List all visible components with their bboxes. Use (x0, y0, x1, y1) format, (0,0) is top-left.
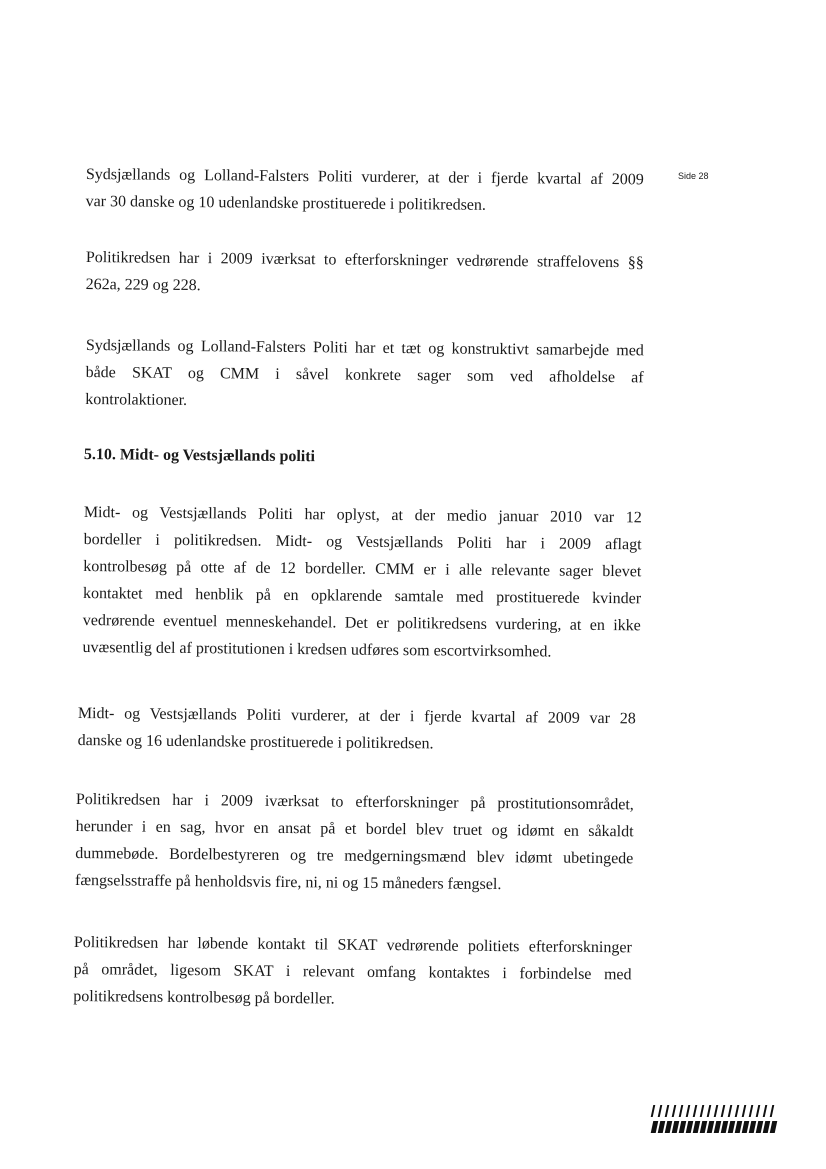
scan-barcode (652, 1105, 790, 1133)
text-line: Sydsjællands og Lolland-Falsters Politi vurderer, at der i fjerde kvartal af 2009 (85, 165, 644, 189)
text-line: både SKAT og CMM i såvel konkrete sager som ved afholdelse af (85, 363, 644, 387)
barcode-row-thin (652, 1105, 790, 1117)
text-line: danske og 16 udenlandske prostituerede i politikredsen. (77, 731, 434, 753)
barcode-row-thick (652, 1121, 790, 1133)
text-line: 262a, 229 og 228. (85, 275, 201, 295)
paragraph (85, 244, 643, 303)
text-line: bordeller i politikredsen. Midt- og Vestsjællands Politi har i 2009 aflagt (83, 530, 642, 554)
text-line: Politikredsen har løbende kontakt til SKAT vedrørende politiets efterforskninger (73, 933, 632, 957)
text-line: Politikredsen har i 2009 iværksat to efterforskninger vedrørende straffelovens §§ (85, 248, 644, 272)
text-line: vedrørende eventuel menneskehandel. Det er politikredsens vurdering, at en ikke (82, 611, 641, 635)
paragraph (82, 499, 642, 666)
page-number: Side 28 (678, 171, 709, 181)
text-line: fængselsstraffe på henholdsvis fire, ni, ni og 15 måneders fængsel. (75, 871, 502, 894)
text-line: politikredsens kontrolbesøg på bordeller. (73, 987, 335, 1008)
paragraph (85, 161, 643, 220)
text-line: kontrolaktioner. (85, 390, 188, 409)
text-line: var 30 danske og 10 udenlandske prostituerede i politikredsen. (85, 192, 487, 214)
text-line: dummebøde. Bordelbestyreren og tre medgerningsmænd blev idømt ubetingede (75, 844, 634, 868)
text-line: uvæsentlig del af prostitutionen i kredsen udføres som escortvirksomhed. (82, 638, 552, 661)
text-line: Midt- og Vestsjællands Politi har oplyst, at der medio januar 2010 var 12 (83, 503, 642, 527)
text-line: kontaktet med henblik på en opklarende samtale med prostituerede kvinder (83, 584, 642, 608)
text-line: herunder i en sag, hvor en ansat på et bordel blev truet og idømt en såkaldt (75, 817, 634, 841)
section-heading: 5.10. Midt- og Vestsjællands politi (83, 446, 316, 466)
text-line: Midt- og Vestsjællands Politi vurderer, at der i fjerde kvartal af 2009 var 28 (77, 704, 636, 728)
paragraph (75, 786, 634, 899)
paragraph (85, 332, 644, 418)
text-line: Politikredsen har i 2009 iværksat to efterforskninger på prostitutionsområdet, (75, 790, 634, 814)
text-line: på området, ligesom SKAT i relevant omfang kontaktes i forbindelse med (73, 960, 632, 984)
paragraph (73, 929, 632, 1015)
paragraph (77, 700, 635, 759)
text-line: kontrolbesøg på otte af de 12 bordeller. CMM er i alle relevante sager blevet (83, 557, 642, 581)
text-line: Sydsjællands og Lolland-Falsters Politi har et tæt og konstruktivt samarbejde med (85, 336, 644, 360)
